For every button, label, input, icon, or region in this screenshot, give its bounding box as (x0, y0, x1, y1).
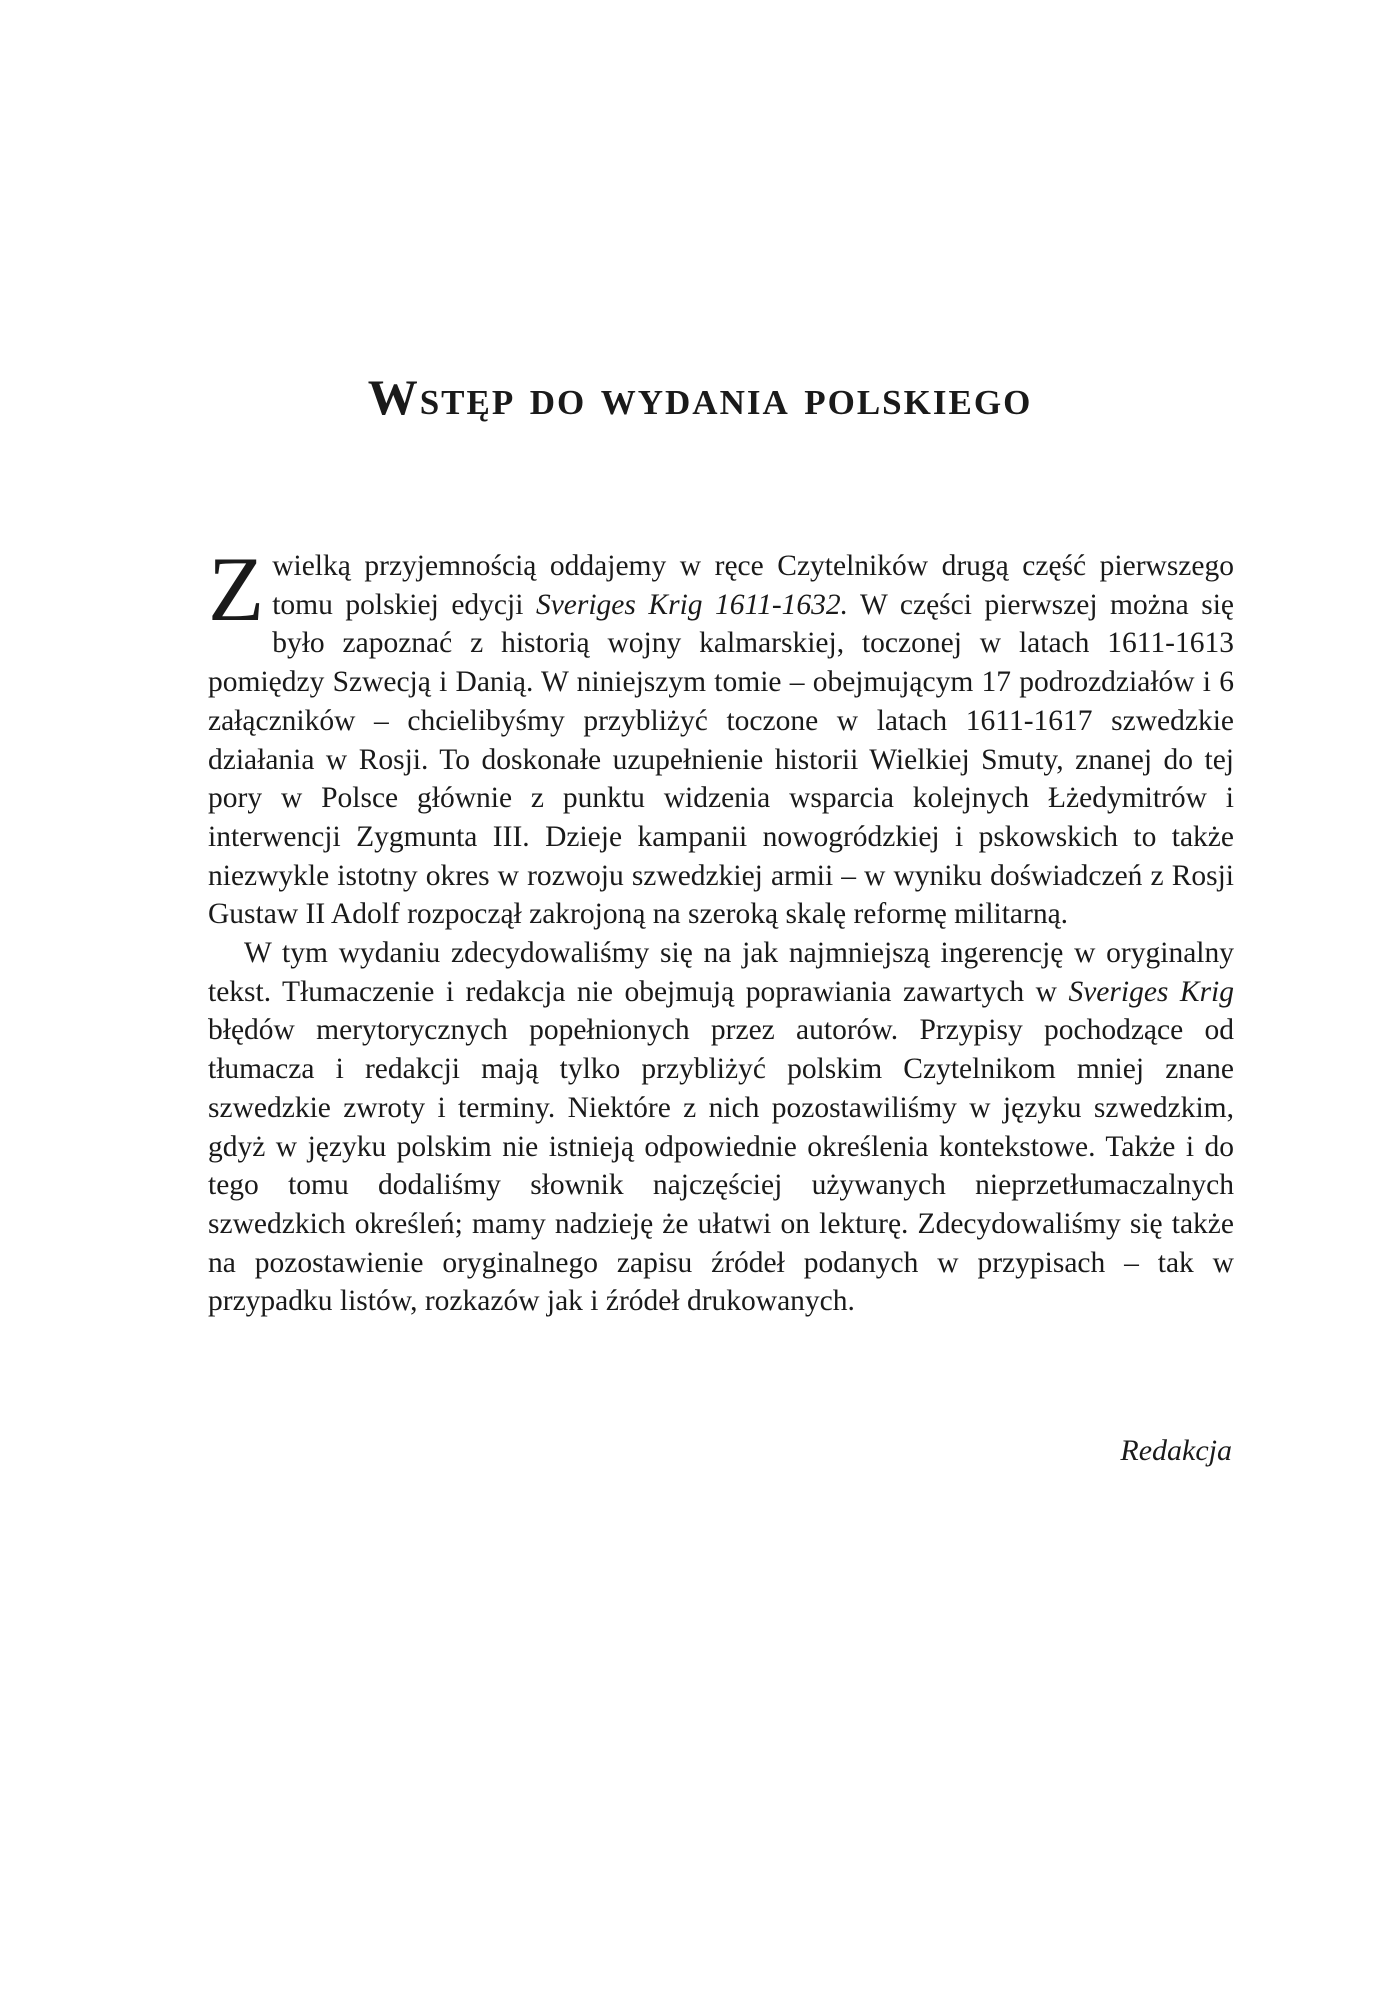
paragraph-1 (208, 538, 1234, 934)
signature: Redakcja (1120, 1434, 1232, 1467)
page-title: Wstęp do wydania polskiego (367, 369, 1033, 425)
paragraph-2 (208, 934, 1234, 1321)
paragraph-1-text-a: wielką przyjemnością oddajemy w ręce Czytelników drugą część pierwszego tomu polskiej edycji (272, 550, 1234, 621)
book-title-italic-2: Sveriges Krig (1068, 975, 1234, 1008)
preface-body (208, 538, 1234, 1321)
paragraph-1-text-b: W części pierwszej można się było zapoznać z historią wojny kalmarskiej, toczonej w latach 1611-1613 pomiędzy Szwecją i Danią. W niniejszym tomie – obejmującym 17 podrozdziałów i 6 załączników – chcielibyśmy przybliżyć toczone w latach 1611-1617 szwedzkie działania w Rosji. To doskonałe uzupełnienie historii Wielkiej Smuty, znanej do tej pory w Polsce głównie z punktu widzenia wsparcia kolejnych Łżedymitrów i interwencji Zygmunta III. Dzieje kampanii nowogródzkiej i pskowskich to także niezwykle istotny okres w rozwoju szwedzkiej armii – w wyniku doświadczeń z Rosji Gustaw II Adolf rozpoczął zakrojoną na szeroką skalę reformę militarną. (208, 588, 1234, 931)
paragraph-2-text-b: błędów merytorycznych popełnionych przez autorów. Przypisy pochodzące od tłumacza i redakcji mają tylko przybliżyć polskim Czytelnikom mniej znane szwedzkie zwroty i terminy. Niektóre z nich pozostawiliśmy w języku szwedzkim, gdyż w języku polskim nie istnieją odpowiednie określenia kontekstowe. Także i do tego tomu dodaliśmy słownik najczęściej używanych nieprzetłumaczalnych szwedzkich określeń; mamy nadzieję że ułatwi on lekturę. Zdecydowaliśmy się także na pozostawienie oryginalnego zapisu źródeł podanych w przypisach – tak w przypadku listów, rozkazów jak i źródeł drukowanych. (208, 1014, 1234, 1318)
drop-cap: Z (208, 538, 265, 640)
book-title-italic: Sveriges Krig 1611-1632. (535, 588, 849, 621)
paragraph-2-text-a: W tym wydaniu zdecydowaliśmy się na jak najmniejszą ingerencję w oryginalny tekst. Tłumaczenie i redakcja nie obejmują poprawiania zawartych w (208, 937, 1234, 1008)
